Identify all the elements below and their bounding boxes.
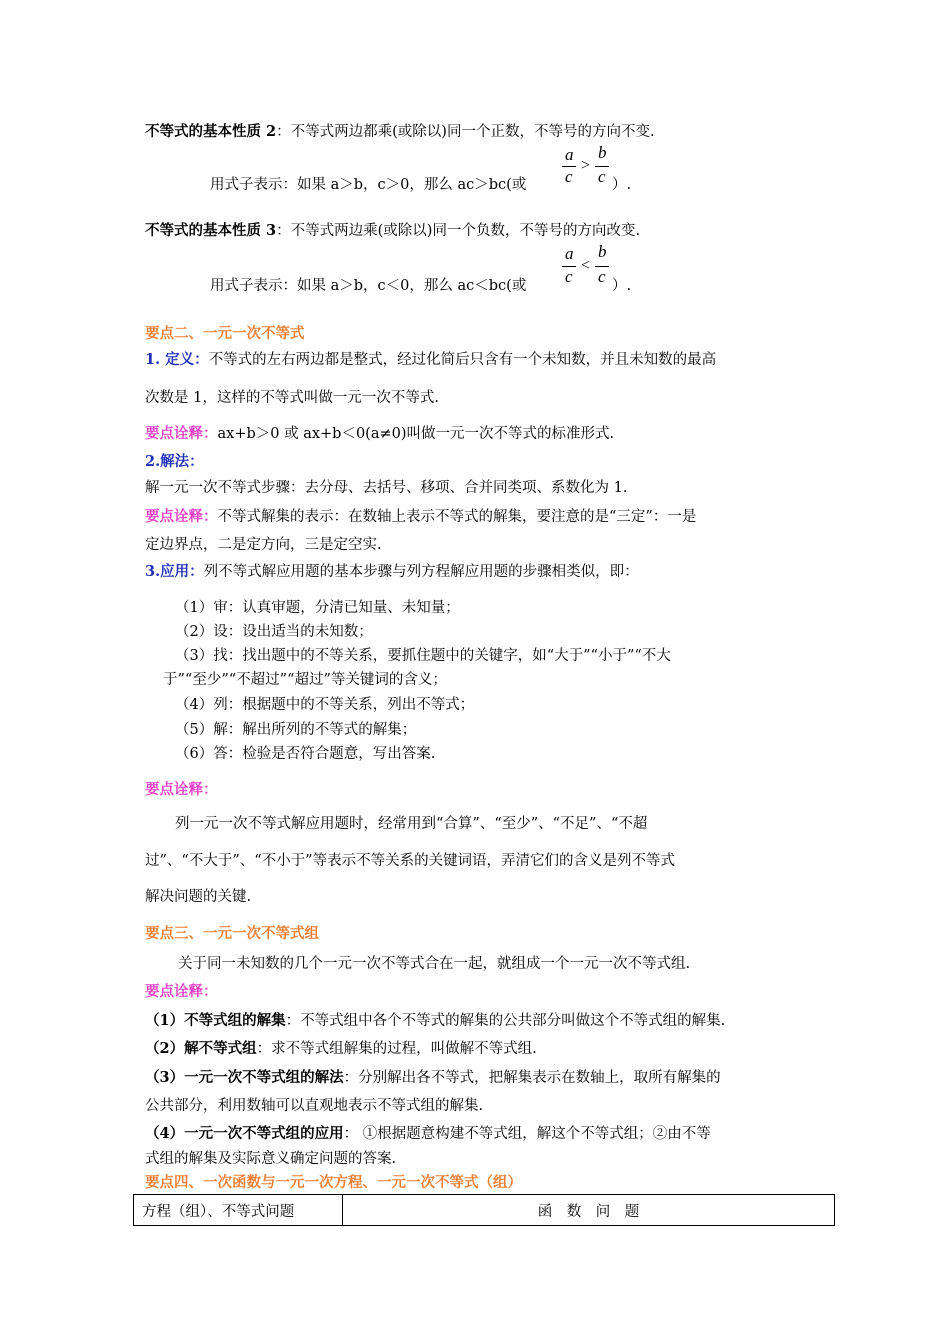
note-3-text: 列一元一次不等式解应用题时，经常用到“合算”、“至少”、“不足”、“不超 bbox=[175, 816, 648, 832]
note-2-text: 不等式解集的表示：在数轴上表示不等式的解集，要注意的是“三定”：一是 bbox=[217, 509, 697, 525]
table-header-cell: 函 数 问 题 bbox=[343, 1195, 835, 1226]
item-term: 不等式组的解集 bbox=[184, 1012, 286, 1029]
note-2-label: 要点诠释： bbox=[145, 508, 218, 525]
section-3-note-label: 要点诠释： bbox=[145, 983, 218, 1000]
step-item: （1）审：认真审题，分清已知量、未知量； bbox=[175, 600, 460, 616]
less-than-sign: < bbox=[581, 257, 591, 274]
fraction-numerator: b bbox=[598, 242, 607, 261]
section-3-item-3-cont: 公共部分，利用数轴可以直观地表示不等式组的解集. bbox=[145, 1098, 484, 1114]
definition-line bbox=[145, 348, 716, 369]
greater-than-sign: > bbox=[581, 157, 591, 174]
fraction-denominator: c bbox=[598, 167, 606, 186]
property-3-title: 不等式的基本性质 3 bbox=[145, 222, 277, 239]
note-1-label: 要点诠释： bbox=[145, 425, 218, 442]
item-number: （3） bbox=[145, 1069, 185, 1086]
function-table bbox=[133, 1194, 835, 1226]
note-1-line bbox=[145, 422, 614, 443]
section-3-item-4-cont: 式组的解集及实际意义确定问题的答案. bbox=[145, 1151, 397, 1167]
application-text: 列不等式解应用题的基本步骤与列方程解应用题的步骤相类似，即： bbox=[203, 564, 639, 580]
property-2-line bbox=[145, 120, 655, 141]
property-2-expr: 用式子表示：如果 a＞b，c＞0，那么 ac＞bc(或 bbox=[210, 177, 527, 193]
note-2-text-cont: 定边界点，二是定方向，三是定空实. bbox=[145, 537, 382, 553]
item-text: ： ①根据题意构建不等式组，解这个不等式组；②由不等 bbox=[343, 1126, 711, 1142]
section-3-item-3 bbox=[145, 1066, 721, 1087]
step-item: （6）答：检验是否符合题意，写出答案. bbox=[175, 746, 436, 762]
section-4-heading: 要点四、一次函数与一元一次方程、一元一次不等式（组） bbox=[145, 1174, 522, 1191]
note-3-label: 要点诠释： bbox=[145, 781, 218, 798]
item-text: ：分别解出各不等式，把解集表示在数轴上，取所有解集的 bbox=[343, 1070, 721, 1086]
application-line bbox=[145, 560, 639, 581]
property-2-title: 不等式的基本性质 2 bbox=[145, 123, 277, 140]
section-3-item-2 bbox=[145, 1037, 537, 1058]
note-2-line bbox=[145, 505, 696, 526]
table-row bbox=[134, 1195, 835, 1226]
step-item: （3）找：找出题中的不等关系，要抓住题中的关键字，如“大于”“小于”“不大 bbox=[175, 648, 671, 664]
step-item: （5）解：解出所列的不等式的解集； bbox=[175, 722, 417, 738]
property-3-line bbox=[145, 219, 640, 240]
step-item-cont: 于”“至少”“不超过”“超过”等关键词的含义； bbox=[163, 672, 447, 688]
fraction-numerator: a bbox=[565, 145, 574, 164]
item-number: （2） bbox=[145, 1040, 185, 1057]
property-3-expr: 用式子表示：如果 a＞b，c＜0，那么 ac＜bc(或 bbox=[210, 278, 527, 294]
section-3-intro: 关于同一未知数的几个一元一次不等式合在一起，就组成一个一元一次不等式组. bbox=[178, 956, 691, 972]
section-2-heading: 要点二、一元一次不等式 bbox=[145, 325, 305, 342]
section-3-item-4 bbox=[145, 1122, 711, 1143]
note-3-text-cont: 解决问题的关键. bbox=[145, 889, 252, 905]
fraction-numerator: a bbox=[565, 244, 574, 263]
fraction-denominator: c bbox=[565, 267, 573, 286]
section-3-item-1 bbox=[145, 1009, 725, 1030]
fraction-denominator: c bbox=[598, 267, 606, 286]
note-3-text-cont: 过”、“不大于”、“不小于”等表示不等关系的关键词语，弄清它们的含义是列不等式 bbox=[145, 853, 676, 869]
item-term: 一元一次不等式组的解法 bbox=[184, 1069, 344, 1086]
item-text: ：不等式组中各个不等式的解集的公共部分叫做这个不等式组的解集. bbox=[285, 1013, 726, 1029]
solve-label: 2.解法： bbox=[145, 453, 204, 470]
definition-text: 不等式的左右两边都是整式，经过化简后只含有一个未知数，并且未知数的最高 bbox=[208, 352, 717, 368]
section-3-heading: 要点三、一元一次不等式组 bbox=[145, 925, 319, 942]
fraction-denominator: c bbox=[565, 167, 573, 186]
property-3-text: ：不等式两边乘(或除以)同一个负数，不等号的方向改变. bbox=[276, 223, 641, 239]
definition-text-cont: 次数是 1，这样的不等式叫做一元一次不等式. bbox=[145, 390, 439, 406]
step-item: （2）设：设出适当的未知数； bbox=[175, 624, 373, 640]
solve-text: 解一元一次不等式步骤：去分母、去括号、移项、合并同类项、系数化为 1. bbox=[145, 480, 628, 496]
property-2-end: ）. bbox=[612, 177, 632, 193]
step-item: （4）列：根据题中的不等关系，列出不等式； bbox=[175, 697, 475, 713]
application-label: 3.应用： bbox=[145, 563, 204, 580]
fraction-numerator: b bbox=[598, 143, 607, 162]
note-1-text: ax+b＞0 或 ax+b＜0(a≠0)叫做一元一次不等式的标准形式. bbox=[217, 426, 615, 442]
item-number: （4） bbox=[145, 1125, 185, 1142]
item-text: ：求不等式组解集的过程，叫做解不等式组. bbox=[256, 1041, 537, 1057]
definition-label: 1. 定义： bbox=[145, 351, 209, 368]
table-header-cell: 方程（组）、不等式问题 bbox=[134, 1195, 343, 1226]
property-3-end: ）. bbox=[612, 278, 632, 294]
property-2-text: ：不等式两边都乘(或除以)同一个正数，不等号的方向不变. bbox=[276, 124, 655, 140]
item-term: 一元一次不等式组的应用 bbox=[184, 1125, 344, 1142]
item-number: （1） bbox=[145, 1012, 185, 1029]
item-term: 解不等式组 bbox=[184, 1040, 257, 1057]
